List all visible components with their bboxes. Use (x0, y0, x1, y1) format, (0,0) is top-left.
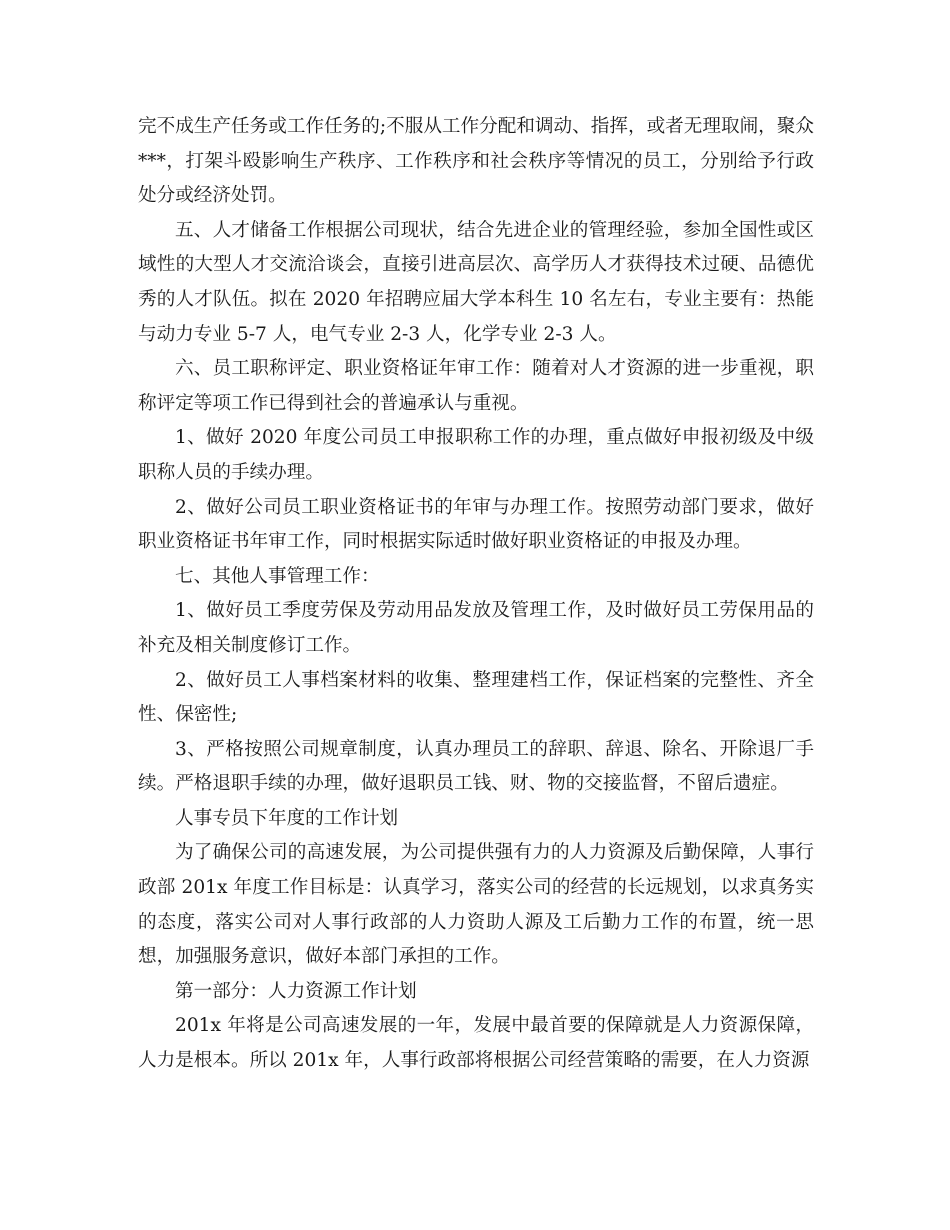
paragraph-item-1-title-application: 1、做好 2020 年度公司员工申报职称工作的办理，重点做好申报初级及中级职称人员的手续办理。 (138, 427, 814, 483)
paragraph-hr-plan-intro: 201x 年将是公司高速发展的一年，发展中最首要的保障就是人力资源保障，人力是根本。所以 201x 年，人事行政部将根据公司经营策略的需要，在人力资源 (138, 1015, 814, 1072)
document-body (138, 110, 814, 1079)
paragraph-other-hr-work: 七、其他人事管理工作： (175, 565, 380, 587)
paragraph-title-evaluation: 六、员工职称评定、职业资格证年审工作：随着对人才资源的进一步重视，职称评定等项工作已得到社会的普遍承认与重视。 (138, 358, 814, 414)
paragraph-talent-reserve: 五、人才储备工作根据公司现状，结合先进企业的管理经验，参加全国性或区域性的大型人才交流洽谈会，直接引进高层次、高学历人才获得技术过硬、品德优秀的人才队伍。拟在 2020 年招聘应届大学本科生 10 名左右，专业主要有：热能与动力专业 5-7 人，电气专业 2-3 人，化学专业 2-3 人。 (138, 219, 814, 345)
paragraph-item-3-resignation: 3、严格按照公司规章制度，认真办理员工的辞职、辞退、除名、开除退厂手续。严格退职手续的办理，做好退职员工钱、财、物的交接监督，不留后遗症。 (138, 738, 814, 795)
paragraph-1: 完不成生产任务或工作任务的;不服从工作分配和调动、指挥，或者无理取闹，聚众***，打架斗殴影响生产秩序、工作秩序和社会秩序等情况的员工，分别给予行政处分或经济处罚。 (138, 116, 814, 207)
paragraph-item-1-labor-protection: 1、做好员工季度劳保及劳动用品发放及管理工作，及时做好员工劳保用品的补充及相关制度修订工作。 (138, 600, 814, 656)
paragraph-item-2-certificate: 2、做好公司员工职业资格证书的年审与办理工作。按照劳动部门要求，做好职业资格证书年审工作，同时根据实际适时做好职业资格证的申报及办理。 (138, 496, 814, 553)
paragraph-item-2-archives: 2、做好员工人事档案材料的收集、整理建档工作，保证档案的完整性、齐全性、保密性; (138, 669, 814, 726)
section-heading-annual-plan: 人事专员下年度的工作计划 (175, 807, 399, 829)
paragraph-annual-goal: 为了确保公司的高速发展，为公司提供强有力的人力资源及后勤保障，人事行政部 201x 年度工作目标是：认真学习，落实公司的经营的长远规划，以求真务实的态度，落实公司对人事行政部的人力资助人源及工后勤力工作的布置，统一思想，加强服务意识，做好本部门承担的工作。 (138, 842, 814, 968)
section-heading-part-one: 第一部分：人力资源工作计划 (175, 980, 417, 1002)
